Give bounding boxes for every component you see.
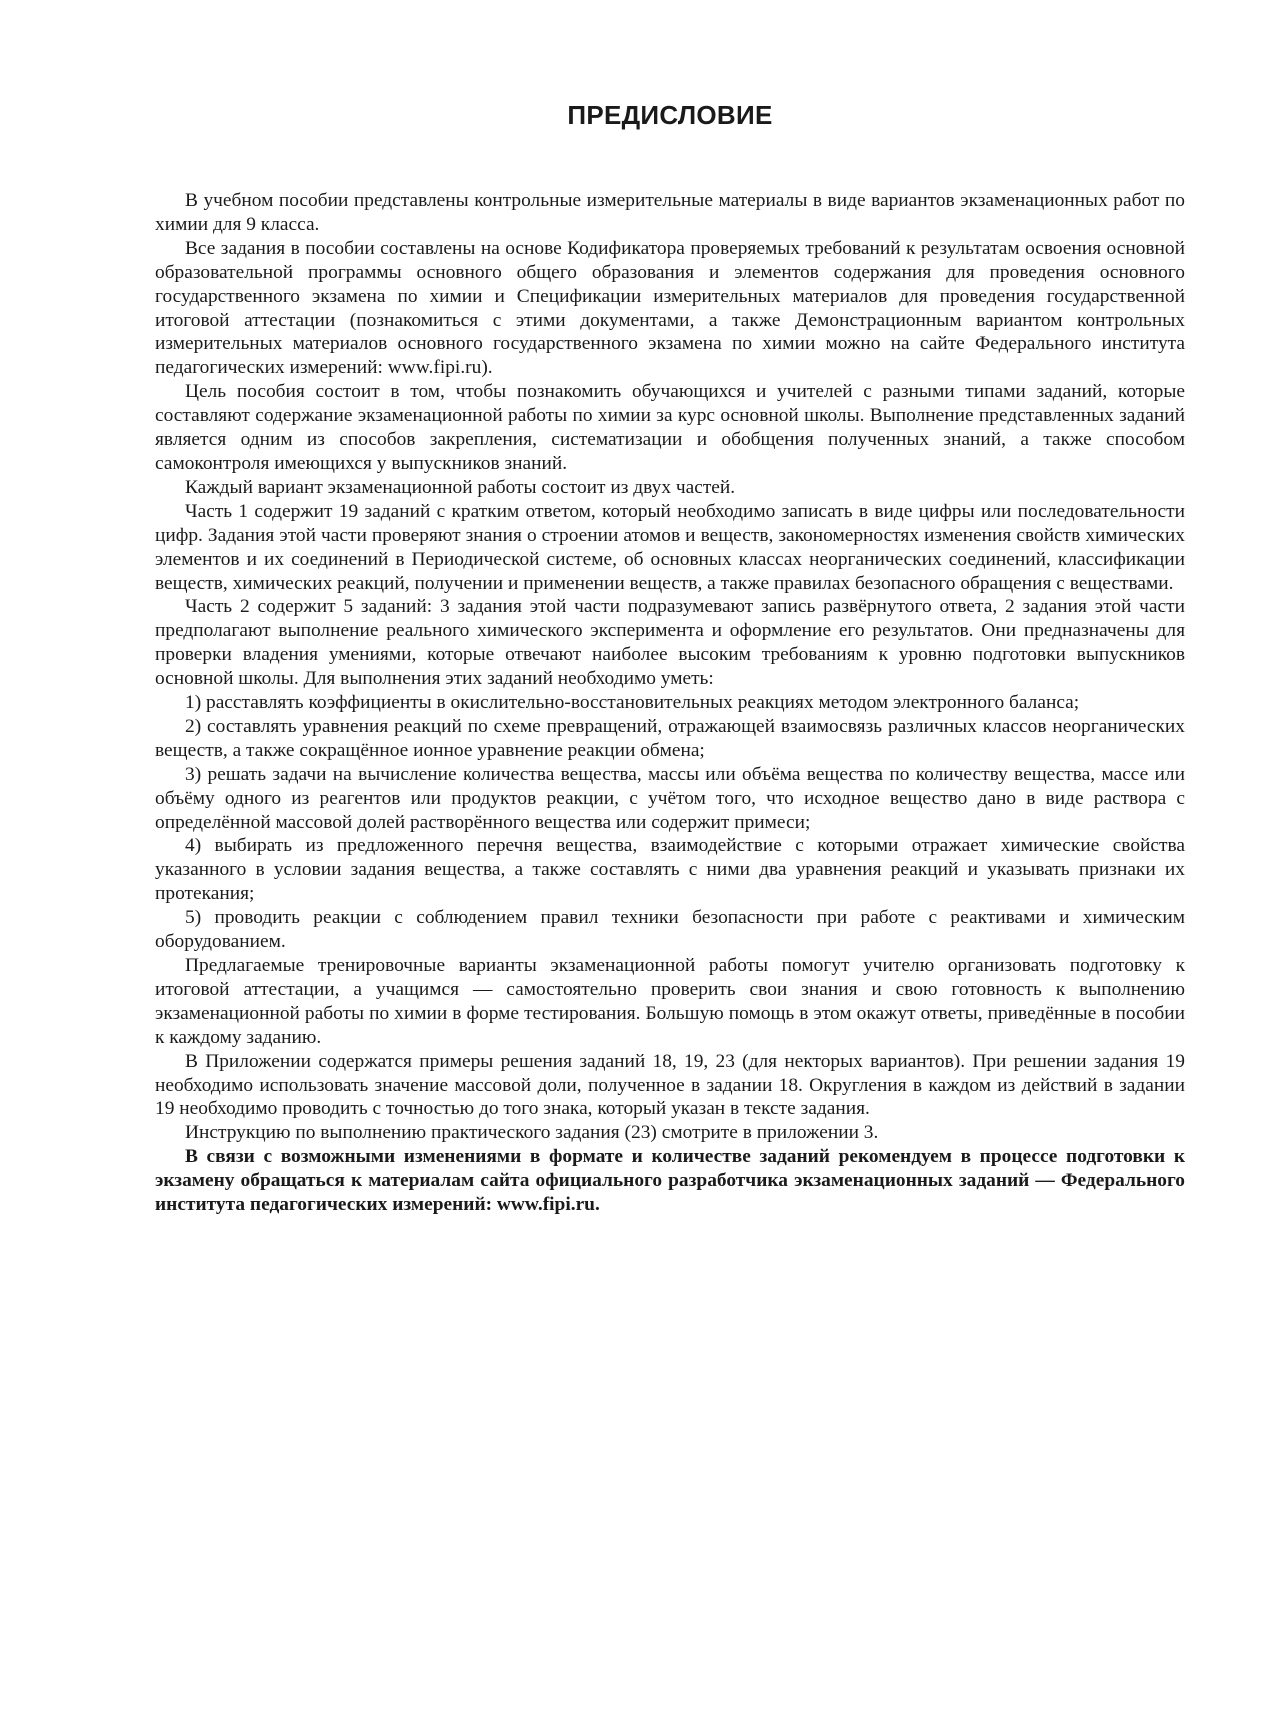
paragraph: Цель пособия состоит в том, чтобы познакомить обучающихся и учителей с разными типами заданий, которые составляют содержание экзаменационной работы по химии за курс основной школы. Выполнение представленных заданий является одним из способов закрепления, систематизации и обобщения полученных знаний, а также способом самоконтроля имеющихся у выпускников знаний. (155, 381, 1185, 474)
paragraph: Часть 1 содержит 19 заданий с кратким ответом, который необходимо записать в виде цифры или последовательности цифр. Задания этой части проверяют знания о строении атомов и веществ, закономерностях изменения свойств химических элементов и их соединений в Периодической системе, об основных классах неорганических соединений, классификации веществ, химических реакций, получении и применении веществ, а также правилах безопасного обращения с веществами. (155, 500, 1185, 594)
paragraph: Каждый вариант экзаменационной работы состоит из двух частей. (185, 476, 736, 498)
paragraph: Инструкцию по выполнению практического задания (23) смотрите в приложении 3. (185, 1122, 879, 1144)
list-item: 2) составлять уравнения реакций по схеме превращений, отражающей взаимосвязь различных классов неорганических веществ, а также сокращённое ионное уравнение реакции обмена; (155, 715, 1185, 761)
list-item: 5) проводить реакции с соблюдением правил техники безопасности при работе с реактивами и химическим оборудованием. (155, 907, 1185, 953)
list-item: 4) выбирать из предложенного перечня вещества, взаимодействие с которыми отражает химические свойства указанного в условии задания вещества, а также составлять с ними два уравнения реакций и указывать признаки их протекания; (155, 835, 1185, 905)
document-body (155, 189, 1185, 1217)
paragraph: Все задания в пособии составлены на основе Кодификатора проверяемых требований к результатам освоения основной образовательной программы основного общего образования и элементов содержания для проведения основного государственного экзамена по химии и Спецификации измерительных материалов для проведения государственной итоговой аттестации (познакомиться с этими документами, а также Демонстрационным вариантом контрольных измерительных материалов основного государственного экзамена по химии можно на сайте Федерального института педагогических измерений: www.fipi.ru). (155, 237, 1185, 379)
page-title: ПРЕДИСЛОВИЕ (567, 100, 773, 130)
document-page (155, 100, 1185, 1217)
bold-notice-paragraph: В связи с возможными изменениями в формате и количестве заданий рекомендуем в процессе подготовки к экзамену обращаться к материалам сайта официального разработчика экзаменационных заданий — Федерального института педагогических измерений: www.fipi.ru. (155, 1146, 1185, 1216)
list-item: 3) решать задачи на вычисление количества вещества, массы или объёма вещества по количеству вещества, массе или объёму одного из реагентов или продуктов реакции, с учётом того, что исходное вещество дано в виде раствора с определённой массовой долей растворённого вещества или содержит примеси; (155, 763, 1185, 833)
paragraph: Предлагаемые тренировочные варианты экзаменационной работы помогут учителю организовать подготовку к итоговой аттестации, а учащимся — самостоятельно проверить свои знания и свою готовность к выполнению экзаменационной работы по химии в форме тестирования. Большую помощь в этом окажут ответы, приведённые в пособии к каждому заданию. (155, 955, 1185, 1048)
paragraph: Часть 2 содержит 5 заданий: 3 задания этой части подразумевают запись развёрнутого ответа, 2 задания этой части предполагают выполнение реального химического эксперимента и оформление его результатов. Они предназначены для проверки владения умениями, которые отвечают наиболее высоким требованиям к уровню подготовки выпускников основной школы. Для выполнения этих заданий необходимо уметь: (155, 596, 1185, 690)
paragraph: В учебном пособии представлены контрольные измерительные материалы в виде вариантов экзаменационных работ по химии для 9 класса. (155, 190, 1185, 235)
paragraph: В Приложении содержатся примеры решения заданий 18, 19, 23 (для некторых вариантов). При решении задания 19 необходимо использовать значение массовой доли, полученное в задании 18. Округления в каждом из действий в задании 19 необходимо проводить с точностью до того знака, который указан в тексте задания. (155, 1050, 1185, 1120)
list-item: 1) расставлять коэффициенты в окислительно-восстановительных реакциях методом электронного баланса; (185, 692, 1080, 714)
